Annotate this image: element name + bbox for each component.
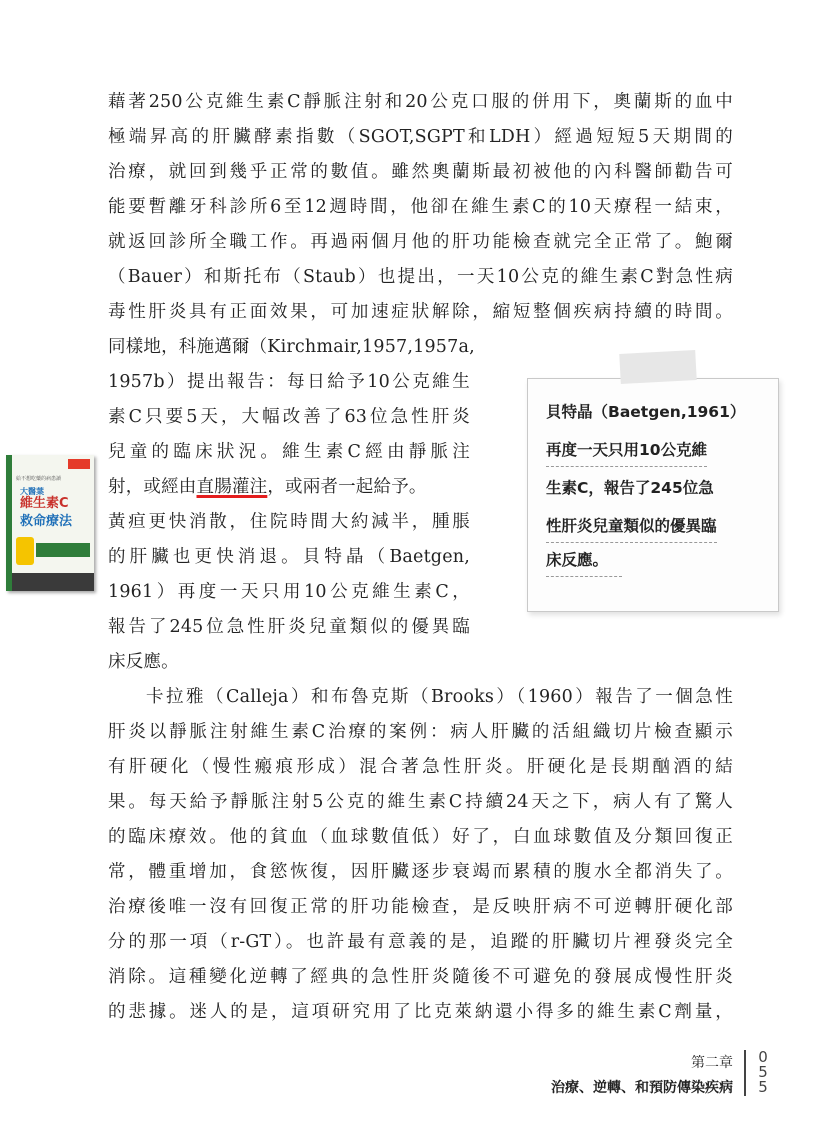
footer-chapter: 第二章 [691,1055,733,1071]
text-line: （Bauer）和斯托布（Staub）也提出，一天10公克的維生素C對急性病 [108,267,733,287]
note-line: 床反應。 [546,550,622,577]
bottle-graphic [16,537,34,565]
text-segment: ，或兩者一起給予。 [267,477,427,497]
text-line: 的肝臟也更快消退。貝特晶（Baetgen, [108,547,470,567]
cover-badge [68,459,90,469]
text-line: 果。每天給予靜脈注射5公克的維生素C持續24天之下，病人有了驚人 [108,792,733,812]
footer-chapter-title: 治療、逆轉、和預防傳染疾病 [551,1080,733,1096]
cover-band [36,543,90,557]
text-line: 兒童的臨床狀況。維生素C經由靜脈注 [108,442,470,462]
cover-title-1: 大醫葉 [20,487,44,496]
cover-title-2: 維生素C [20,496,69,511]
cover-title-3: 救命療法 [20,514,73,529]
note-line: 生素C，報告了245位急 [546,479,714,497]
text-segment: 射，或經由 [108,477,197,497]
text-line: 同樣地，科施邁爾（Kirchmair,1957,1957a, [108,337,475,357]
note-line: 性肝炎兒童類似的優異臨 [546,516,717,543]
text-line: 床反應。 [108,652,179,672]
text-line: 極端昇高的肝臟酵素指數（SGOT,SGPT和LDH）經過短短5天期間的 [108,127,733,147]
cover-small-text: 給不想吃藥的病患讀 [16,476,62,482]
text-line: 1957b）提出報告：每日給予10公克維生 [108,372,470,392]
cover-spine [6,455,12,591]
text-line: 的悲據。迷人的是，這項研究用了比克萊納還小得多的維生素C劑量， [108,1002,733,1022]
text-line: 黃疸更快消散，住院時間大約減半，腫脹 [108,512,470,532]
text-line: 消除。這種變化逆轉了經典的急性肝炎隨後不可避免的發展成慢性肝炎 [108,967,733,987]
text-line: 分的那一項（r-GT）。也許最有意義的是，追蹤的肝臟切片裡發炎完全 [108,932,733,952]
text-line: 常，體重增加，食慾恢復，因肝臟逐步衰竭而累積的腹水全都消失了。 [108,862,733,882]
text-line: 肝炎以靜脈注射維生素C治療的案例：病人肝臟的活組織切片檢查顯示 [108,722,733,742]
text-line: 治療，就回到幾乎正常的數值。雖然奧蘭斯最初被他的內科醫師勸告可 [108,162,733,182]
text-line: 的臨床療效。他的貧血（血球數值低）好了，白血球數值及分類回復正 [108,827,733,847]
text-line: 素C只要5天，大幅改善了63位急性肝炎 [108,407,470,427]
highlighted-term: 直腸灌注 [196,477,268,497]
text-line: 卡拉雅（Calleja）和布魯克斯（Brooks）（1960）報告了一個急性 [146,687,733,707]
text-line: 治療後唯一沒有回復正常的肝功能檢查，是反映肝病不可逆轉肝硬化部 [108,897,733,917]
text-line: 藉著250公克維生素C靜脈注射和20公克口服的併用下，奧蘭斯的血中 [108,92,733,112]
text-line [108,477,470,501]
book-cover-image [6,455,94,591]
note-tape [619,350,696,384]
footer-divider [744,1050,746,1096]
note-line: 再度一天只用10公克維 [546,440,707,467]
text-line: 報告了245位急性肝炎兒童類似的優異臨 [108,617,470,637]
text-line: 能要暫離牙科診所6至12週時間，他卻在維生素C的10天療程一結束， [108,197,733,217]
note-line: 貝特晶（Baetgen,1961） [546,403,746,421]
cover-bottom-band [12,573,94,591]
text-line: 有肝硬化（慢性瘢痕形成）混合著急性肝炎。肝硬化是長期酗酒的結 [108,757,733,777]
page-number: 055 [758,1048,768,1096]
text-line: 毒性肝炎具有正面效果，可加速症狀解除，縮短整個疾病持續的時間。 [108,302,733,322]
text-line: 就返回診所全職工作。再過兩個月他的肝功能檢查就完全正常了。鮑爾 [108,232,733,252]
text-line: 1961）再度一天只用10公克維生素C， [108,582,470,602]
